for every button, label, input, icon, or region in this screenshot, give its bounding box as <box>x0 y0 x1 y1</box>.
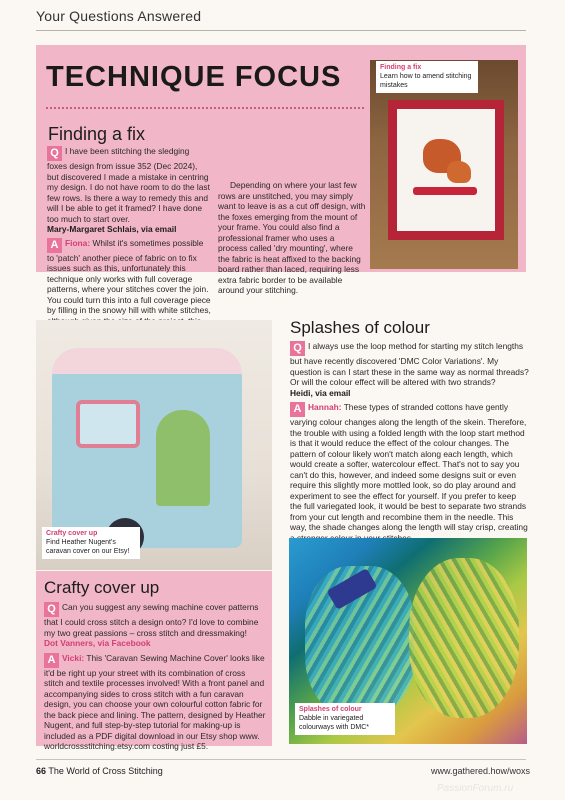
a-badge: A <box>47 238 62 253</box>
caravan-roof <box>52 348 242 374</box>
stitched-canvas <box>397 109 495 231</box>
caption-head: Finding a fix <box>380 64 422 71</box>
answer-text: These types of stranded cottons have gently varying colour changes along the length of the skein. Therefore, the trouble with using a folded length with the loop start method is that it would reduce the effect of the colour changes. The pattern of colour likely won't match along each length, which would create a softer, watercolour effect. That's not to say you can't do this, however, and indeed some designs suit or even require this slightly more mottled look, so do play around and experiment to see the effect for yourself. If you prefer to keep the full variegated look, it would be best to separate two strands from your cut length and recombine them in the needle. This way, the shade changes along the length will stay crisp, creating <box>290 402 528 532</box>
answerer-name: Hannah: <box>308 402 342 412</box>
asker-name: Heidi, via email <box>290 387 351 398</box>
watermark: PassionForum.ru <box>437 783 514 794</box>
caption-head: Splashes of colour <box>299 706 362 713</box>
picture-frame <box>388 100 504 240</box>
answerer-name: Fiona: <box>65 237 91 248</box>
finding-a-fix-column-2 <box>218 180 366 296</box>
a-badge: A <box>290 402 305 417</box>
header-divider <box>36 30 526 31</box>
technique-focus-title: TECHNIQUE FOCUS <box>46 61 342 93</box>
asker-name: Mary-Margaret Schlais, via email <box>47 224 177 234</box>
caravan-body <box>52 348 242 548</box>
section-header: Your Questions Answered <box>36 8 202 24</box>
footer-divider <box>36 759 526 760</box>
question-text: Can you suggest any sewing machine cover patterns that I could cross stitch a design onto? I'd love to combine my two great passions – cross stitch and dressmaking! <box>44 602 259 638</box>
caravan-door <box>156 410 210 506</box>
q-badge: Q <box>47 146 62 161</box>
answer-text: This 'Caravan Sewing Machine Cover' looks like it'd be right up your street with its combination of cross stitch and textile processes involved! With a front panel and accompanying sides to cross stitch with a fun caravan design, you can choose your own colourful cotton fabric for the back piece and lining. The pattern, designed by Heather Nugent, and full step-by-step tutorial for making-up is included as a PDF digital download in our Etsy shop www. worldcrossstitching.etsy.com costing just £5. <box>44 652 266 751</box>
sled-figure <box>413 187 477 195</box>
fox-cub-figure <box>447 161 471 183</box>
question-paragraph <box>47 146 211 224</box>
caption-text: Find Heather Nugent's caravan cover on our Etsy! <box>46 538 130 555</box>
caravan-photo-caption <box>42 527 140 559</box>
footer-url[interactable]: www.gathered.how/woxs <box>431 766 531 776</box>
caravan-window <box>76 400 140 448</box>
crafty-cover-up-body <box>44 602 266 752</box>
question-text: I always use the loop method for starting my stitch lengths but have recently discovered 'DMC Color Variations'. My question is can I start these in the same way as normal threads? Or will the colour effect will be altered with two strands? <box>290 341 529 387</box>
question-paragraph <box>44 602 266 638</box>
dotted-divider <box>46 107 364 109</box>
answer-continuation: Depending on where your last few rows are unstitched, you may simply want to leave is as a cut off design, with the foxes emerging from the mount of your frame. You could also find a professional framer who uses a process called 'dry mounting', where the fabric is heat affixed to the backing board rather than laced, requiring less extra fabric border to be available around your stitching. <box>218 180 366 295</box>
splashes-of-colour-title: Splashes of colour <box>290 318 430 337</box>
q-badge: Q <box>44 602 59 617</box>
thread-skein-green <box>409 558 519 718</box>
answer-paragraph <box>290 402 530 543</box>
caption-text: Learn how to amend stitching mistakes <box>380 72 472 89</box>
magazine-name: The World of Cross Stitching <box>48 766 163 776</box>
question-text: I have been stitching the sledging foxes design from issue 352 (Dec 2024), but discovered I made a mistake in centring my design. I do not have room to do the last few rows. Is there a way to remedy this and will I be able to get it framed? I have done too much to start over. <box>47 146 210 224</box>
a-badge: A <box>44 653 59 668</box>
asker-name: Dot Vanners, via Facebook <box>44 638 151 648</box>
answer-text: Whilst it's sometimes possible to 'patch' another piece of fabric on to fix issues such as this, unfortunately this technique only works with full coverage patterns, where your stitches cover the join. You could turn this into a full coverage piece by filling in the snowy hill with white stitches, <box>47 237 211 315</box>
footer-page-info <box>36 766 163 776</box>
q-badge: Q <box>290 341 305 356</box>
answerer-name: Vicki: <box>62 652 85 663</box>
finding-a-fix-title: Finding a fix <box>48 124 146 144</box>
threads-photo-caption <box>295 703 395 735</box>
caption-text: Dabble in variegated colourways with DMC* <box>299 714 370 731</box>
caption-head: Crafty cover up <box>46 530 98 537</box>
page-number: 66 <box>36 766 47 776</box>
splashes-of-colour-body <box>290 341 530 543</box>
finding-a-fix-column-1 <box>47 146 211 347</box>
crafty-cover-up-title: Crafty cover up <box>44 578 160 597</box>
fox-photo-caption <box>376 61 478 93</box>
answer-paragraph <box>44 653 266 752</box>
question-paragraph <box>290 341 530 388</box>
